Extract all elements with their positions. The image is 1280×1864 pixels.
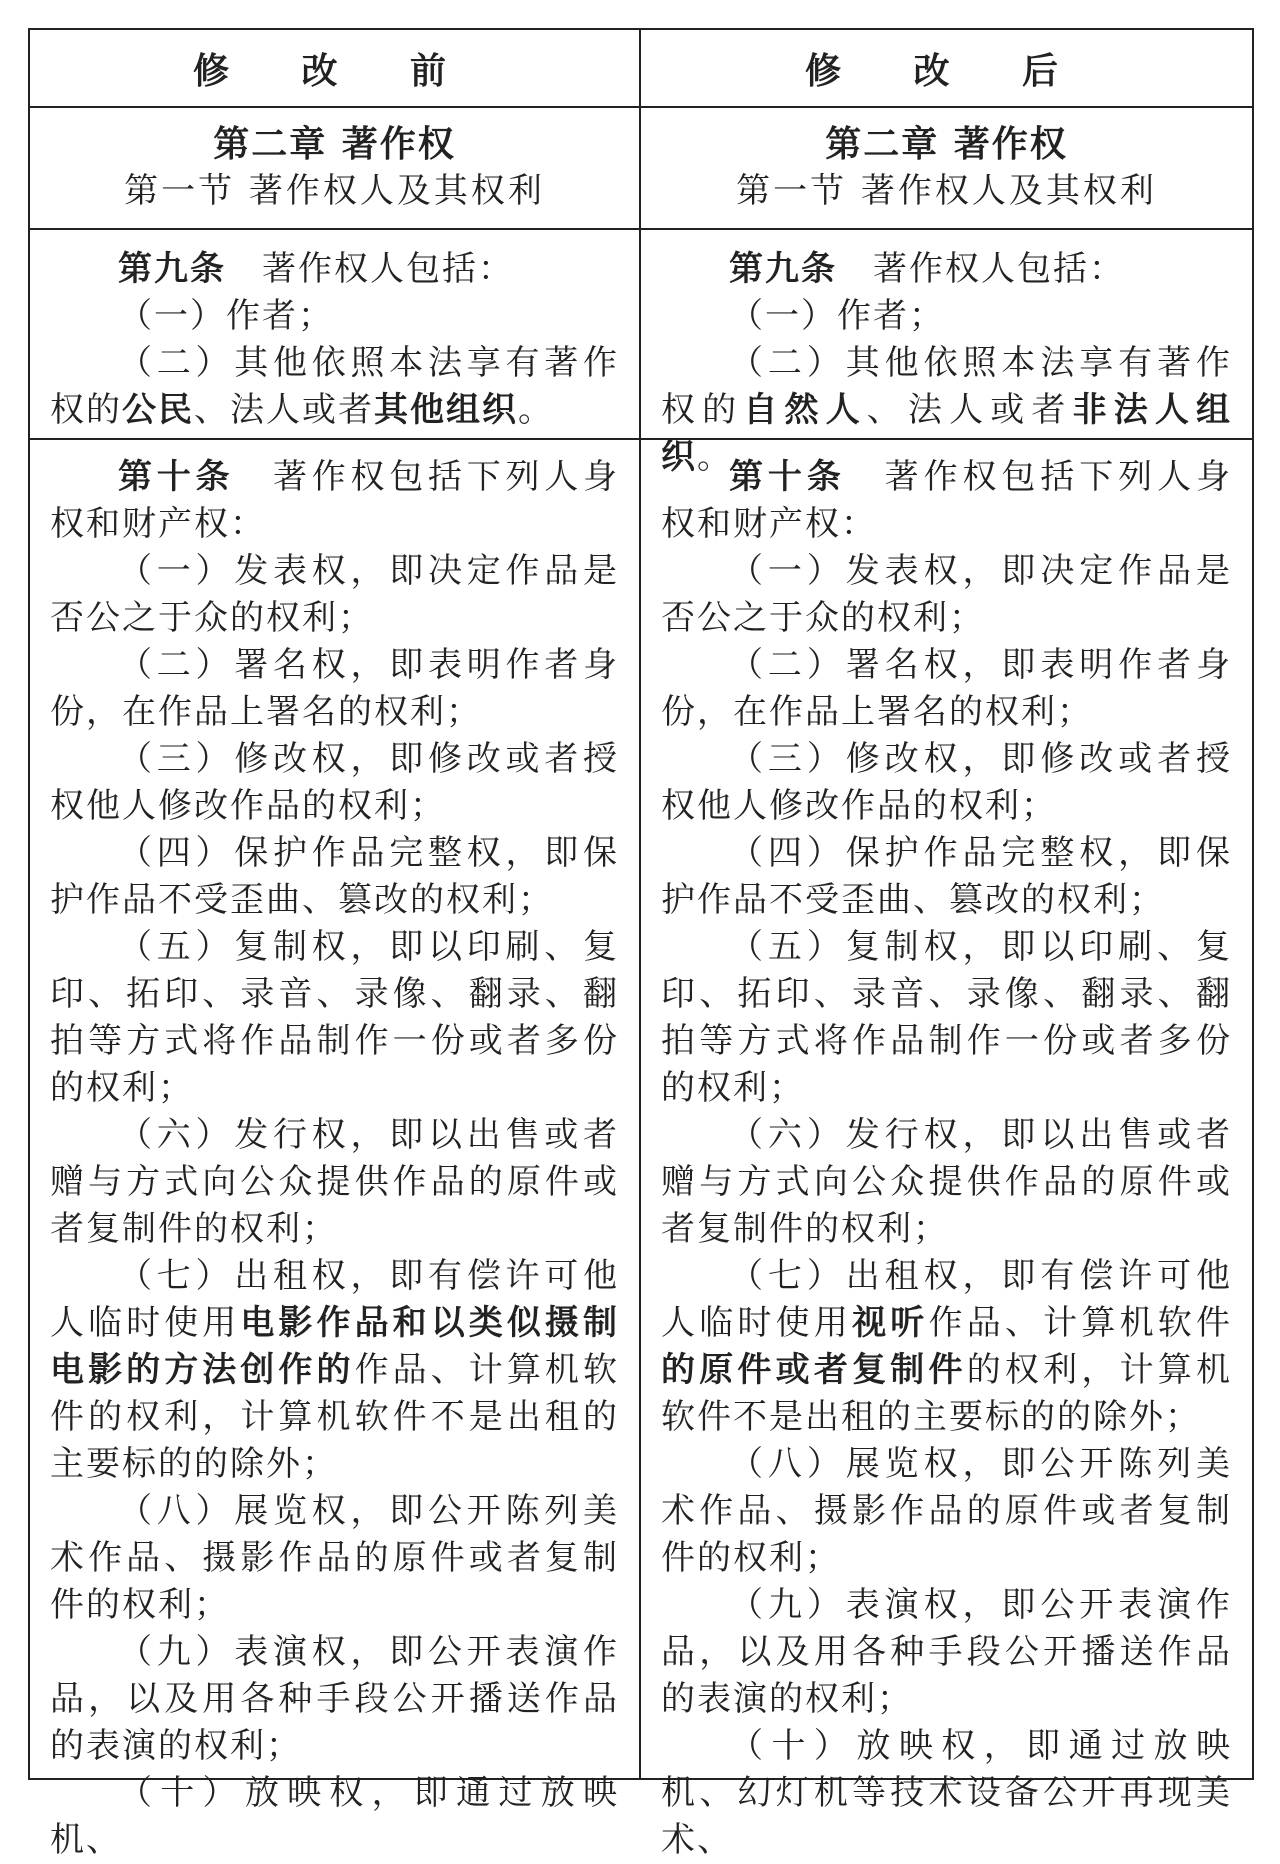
article10-item1-after: （一）发表权，即决定作品是否公之于众的权利； <box>661 551 1232 638</box>
article10-item9-after: （九）表演权，即公开表演作品，以及用各种手段公开播送作品的表演的权利； <box>661 1585 1232 1719</box>
section-title-after: 第一节 著作权人及其权利 <box>736 171 1157 211</box>
comparison-table <box>28 28 1254 1860</box>
article9-item2-after: （二）其他依照本法享有著作权的自然人、法人或者非法人组织。 <box>661 343 1233 477</box>
article10-intro-after: 第十条 著作权包括下列人身权和财产权： <box>661 457 1233 544</box>
article10-item2-before: （二）署名权，即表明作者身份，在作品上署名的权利； <box>50 645 619 732</box>
article10-item8-before: （八）展览权，即公开陈列美术作品、摄影作品的原件或者复制件的权利； <box>50 1491 619 1625</box>
table-header-row <box>30 30 1252 108</box>
article9-item1-after: （一）作者； <box>729 296 945 336</box>
article10-item4-after: （四）保护作品完整权，即保护作品不受歪曲、篡改的权利； <box>661 833 1232 920</box>
article10-label-before: 第十条 <box>118 457 235 497</box>
article9-intro-before: 第九条 著作权人包括： <box>118 249 514 289</box>
article10-item3-before: （三）修改权，即修改或者授权他人修改作品的权利； <box>50 739 619 826</box>
article10-row <box>30 440 1252 1860</box>
article10-after <box>641 440 1252 1860</box>
article9-label-before: 第九条 <box>118 249 226 289</box>
article10-item1-before: （一）发表权，即决定作品是否公之于众的权利； <box>50 551 619 638</box>
article10-item5-after: （五）复制权，即以印刷、复印、拓印、录音、录像、翻录、翻拍等方式将作品制作一份或者多份的权利； <box>661 927 1232 1108</box>
article10-item9-before: （九）表演权，即公开表演作品，以及用各种手段公开播送作品的表演的权利； <box>50 1632 619 1766</box>
article9-item1-before: （一）作者； <box>118 296 334 336</box>
article10-item2-after: （二）署名权，即表明作者身份，在作品上署名的权利； <box>661 645 1232 732</box>
chapter-after <box>641 108 1252 228</box>
article9-item2-before: （二）其他依照本法享有著作权的公民、法人或者其他组织。 <box>50 343 619 430</box>
article10-item6-after: （六）发行权，即以出售或者赠与方式向公众提供作品的原件或者复制件的权利； <box>661 1115 1232 1249</box>
article10-item10-after: （十）放映权，即通过放映机、幻灯机等技术设备公开再现美术、 <box>661 1726 1232 1860</box>
article9-before <box>30 230 641 438</box>
article10-item8-after: （八）展览权，即公开陈列美术作品、摄影作品的原件或者复制件的权利； <box>661 1444 1232 1578</box>
chapter-title-after: 第二章 著作权 <box>825 123 1068 165</box>
chapter-title-before: 第二章 著作权 <box>213 123 456 165</box>
article10-label-after: 第十条 <box>729 457 846 497</box>
article10-intro-before: 第十条 著作权包括下列人身权和财产权： <box>50 457 619 544</box>
article10-item10-before: （十）放映权，即通过放映机、 <box>50 1773 619 1860</box>
chapter-before <box>30 108 641 228</box>
header-after: 修 改 后 <box>804 50 1089 92</box>
article9-intro-after: 第九条 著作权人包括： <box>729 249 1125 289</box>
article10-item7-after: （七）出租权，即有偿许可他人临时使用视听作品、计算机软件的原件或者复制件的权利，计算机软件不是出租的主要标的的除外； <box>661 1256 1233 1437</box>
article9-label-after: 第九条 <box>729 249 837 289</box>
chapter-row <box>30 108 1252 230</box>
article10-item6-before: （六）发行权，即以出售或者赠与方式向公众提供作品的原件或者复制件的权利； <box>50 1115 619 1249</box>
article10-item7-before: （七）出租权，即有偿许可他人临时使用电影作品和以类似摄制电影的方法创作的作品、计算机软件的权利，计算机软件不是出租的主要标的的除外； <box>50 1256 620 1484</box>
header-before: 修 改 前 <box>30 30 641 106</box>
article10-item4-before: （四）保护作品完整权，即保护作品不受歪曲、篡改的权利； <box>50 833 619 920</box>
article10-item5-before: （五）复制权，即以印刷、复印、拓印、录音、录像、翻录、翻拍等方式将作品制作一份或者多份的权利； <box>50 927 619 1108</box>
article10-before <box>30 440 641 1860</box>
article10-item3-after: （三）修改权，即修改或者授权他人修改作品的权利； <box>661 739 1232 826</box>
section-title-before: 第一节 著作权人及其权利 <box>124 171 545 211</box>
